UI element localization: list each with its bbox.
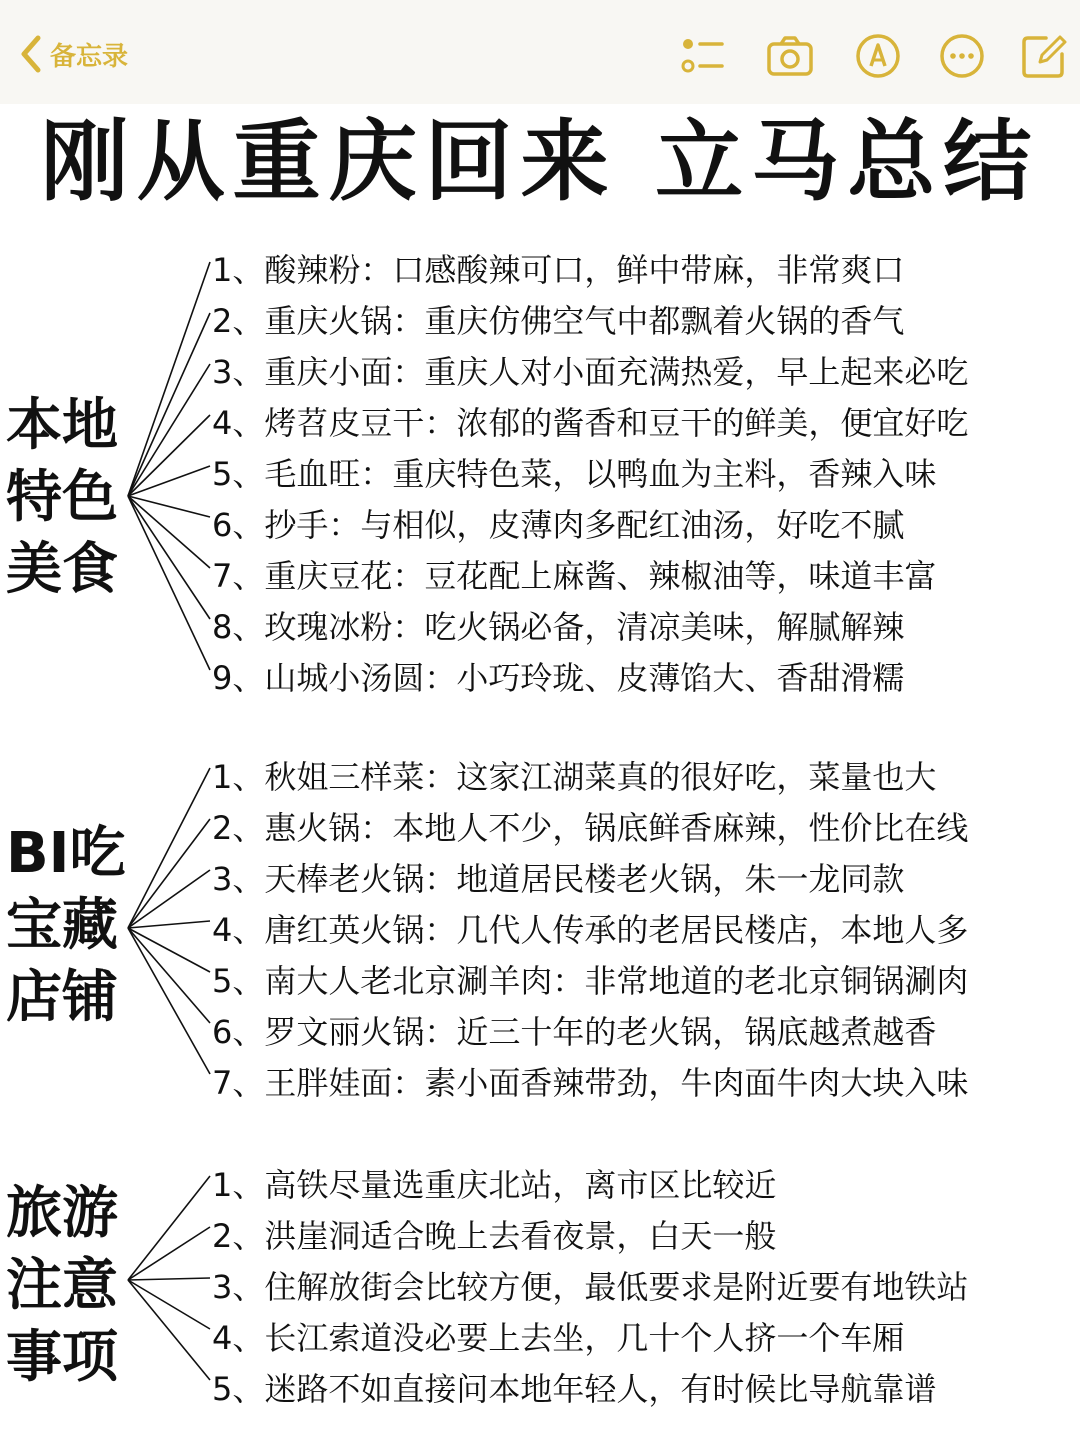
note-title: 刚从重庆回来 立马总结 xyxy=(40,110,1040,213)
list-item: 6、抄手：与相似，皮薄肉多配红油汤，好吃不腻 xyxy=(212,506,905,544)
section-label-line: BI吃 xyxy=(6,821,126,886)
section-list-treasure-shops xyxy=(212,752,1072,1109)
section-list-local-food xyxy=(212,245,1072,704)
list-item: 2、重庆火锅：重庆仿佛空气中都飘着火锅的香气 xyxy=(212,302,905,340)
list-item: 1、高铁尽量选重庆北站，离市区比较近 xyxy=(212,1166,777,1204)
back-label: 备忘录 xyxy=(50,41,129,72)
list-item: 5、迷路不如直接问本地年轻人，有时候比导航靠谱 xyxy=(212,1370,937,1408)
section-label-line: 本地 xyxy=(6,393,118,458)
list-item: 7、重庆豆花：豆花配上麻酱、辣椒油等，味道丰富 xyxy=(212,557,937,595)
list-item: 4、烤苕皮豆干：浓郁的酱香和豆干的鲜美，便宜好吃 xyxy=(212,404,969,442)
section-label-local-food xyxy=(6,390,134,606)
list-item: 7、王胖娃面：素小面香辣带劲，牛肉面牛肉大块入味 xyxy=(212,1064,969,1102)
list-item: 2、惠火锅：本地人不少，锅底鲜香麻辣，性价比在线 xyxy=(212,809,969,847)
section-list-travel-tips xyxy=(212,1160,1072,1415)
section-label-travel-tips xyxy=(6,1178,134,1394)
list-item: 5、南大人老北京涮羊肉：非常地道的老北京铜锅涮肉 xyxy=(212,962,969,1000)
section-label-line: 宝藏 xyxy=(6,893,118,958)
list-item: 3、重庆小面：重庆人对小面充满热爱，早上起来必吃 xyxy=(212,353,969,391)
list-item: 6、罗文丽火锅：近三十年的老火锅，锅底越煮越香 xyxy=(212,1013,937,1051)
list-item: 9、山城小汤圆：小巧玲珑、皮薄馅大、香甜滑糯 xyxy=(212,659,905,697)
list-item: 8、玫瑰冰粉：吃火锅必备，清凉美味，解腻解辣 xyxy=(212,608,905,646)
list-item: 3、住解放街会比较方便，最低要求是附近要有地铁站 xyxy=(212,1268,969,1306)
list-item: 2、洪崖洞适合晚上去看夜景，白天一般 xyxy=(212,1217,777,1255)
section-label-line: 事项 xyxy=(6,1325,118,1390)
list-item: 4、唐红英火锅：几代人传承的老居民楼店，本地人多 xyxy=(212,911,969,949)
list-item: 4、长江索道没必要上去坐，几十个人挤一个车厢 xyxy=(212,1319,905,1357)
list-item: 5、毛血旺：重庆特色菜，以鸭血为主料，香辣入味 xyxy=(212,455,937,493)
section-label-line: 美食 xyxy=(6,537,118,602)
list-item: 1、秋姐三样菜：这家江湖菜真的很好吃，菜量也大 xyxy=(212,758,937,796)
list-item: 1、酸辣粉：口感酸辣可口，鲜中带麻，非常爽口 xyxy=(212,251,905,289)
section-label-line: 注意 xyxy=(6,1253,118,1318)
section-label-line: 特色 xyxy=(6,465,118,530)
section-label-line: 店铺 xyxy=(6,965,118,1030)
list-item: 3、天棒老火锅：地道居民楼老火锅，朱一龙同款 xyxy=(212,860,905,898)
section-label-treasure-shops xyxy=(6,818,134,1034)
section-label-line: 旅游 xyxy=(6,1181,118,1246)
